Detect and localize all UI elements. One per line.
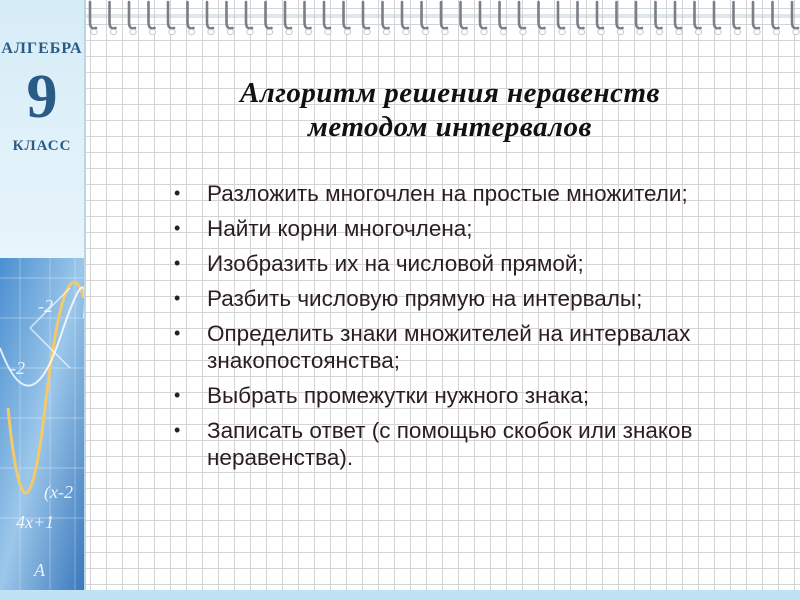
spiral-hole	[637, 29, 643, 34]
list-item	[174, 215, 734, 242]
spiral-hole	[208, 29, 214, 34]
step-text: Разложить многочлен на простые множители;	[207, 181, 688, 206]
step-text: Записать ответ (с помощью скобок или знаков неравенства).	[207, 418, 693, 470]
spiral-hole	[169, 29, 175, 34]
bullet-icon: •	[174, 183, 181, 203]
spiral-hole	[325, 29, 331, 34]
spiral-hole	[403, 29, 409, 34]
spiral-hole	[344, 29, 350, 34]
step-text: Найти корни многочлена;	[207, 216, 473, 241]
spiral-hole	[188, 29, 194, 34]
spiral-hole	[364, 29, 370, 34]
spiral-hole	[676, 29, 682, 34]
spiral-hole	[305, 29, 311, 34]
spiral-hole	[617, 29, 623, 34]
list-item	[174, 180, 734, 207]
svg-text:(x-2: (x-2	[44, 482, 73, 502]
svg-text:-2: -2	[10, 358, 25, 378]
bullet-icon: •	[174, 420, 181, 440]
bullet-icon: •	[174, 323, 181, 343]
spiral-hole	[266, 29, 272, 34]
bullet-icon: •	[174, 218, 181, 238]
step-text: Разбить числовую прямую на интервалы;	[207, 286, 643, 311]
class-label: КЛАСС	[12, 138, 72, 154]
spiral-binding	[84, 0, 800, 44]
list-item	[174, 417, 734, 471]
svg-text:4x+1: 4x+1	[16, 512, 55, 532]
step-text: Изобразить их на числовой прямой;	[207, 251, 584, 276]
step-text: Определить знаки множителей на интервалах знакопостоянства;	[207, 321, 691, 373]
spiral-hole	[442, 29, 448, 34]
spiral-hole	[383, 29, 389, 34]
spiral-hole	[227, 29, 233, 34]
spiral-hole	[247, 29, 253, 34]
list-item	[174, 285, 734, 312]
bottom-strip	[0, 590, 800, 600]
spiral-hole	[656, 29, 662, 34]
list-item	[174, 320, 734, 374]
grade-number: 9	[26, 63, 58, 131]
bullet-icon: •	[174, 385, 181, 405]
spiral-hole	[286, 29, 292, 34]
title-line-1: Алгоритм решения неравенств	[240, 77, 660, 109]
spiral-hole	[734, 29, 740, 34]
bullet-icon: •	[174, 253, 181, 273]
list-item	[174, 382, 734, 409]
spiral-hole	[598, 29, 604, 34]
spiral-hole	[793, 29, 799, 34]
spiral-hole	[559, 29, 565, 34]
subject-label: АЛГЕБРА	[1, 40, 83, 57]
spiral-hole	[520, 29, 526, 34]
spiral-hole	[500, 29, 506, 34]
spiral-hole	[461, 29, 467, 34]
spiral-hole	[539, 29, 545, 34]
slide-title	[150, 76, 750, 144]
svg-text:A: A	[34, 560, 45, 580]
math-decoration-image	[0, 258, 84, 590]
svg-text:-2: -2	[38, 296, 53, 316]
spiral-hole	[715, 29, 721, 34]
spiral-hole	[149, 29, 155, 34]
spiral-hole	[481, 29, 487, 34]
title-line-2: методом интервалов	[308, 111, 592, 143]
spiral-hole	[130, 29, 136, 34]
spiral-hole	[110, 29, 116, 34]
sidebar	[0, 0, 86, 590]
list-item	[174, 250, 734, 277]
algorithm-steps-list	[174, 180, 734, 479]
bullet-icon: •	[174, 288, 181, 308]
spiral-hole	[773, 29, 779, 34]
spiral-hole	[695, 29, 701, 34]
spiral-hole	[578, 29, 584, 34]
spiral-hole	[91, 29, 97, 34]
spiral-hole	[754, 29, 760, 34]
spiral-hole	[422, 29, 428, 34]
step-text: Выбрать промежутки нужного знака;	[207, 383, 590, 408]
